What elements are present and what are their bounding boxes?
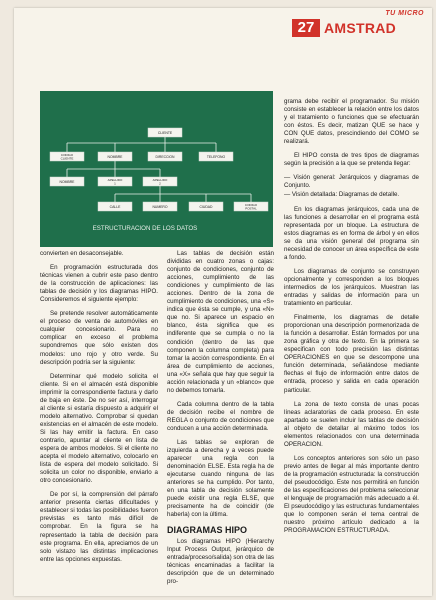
diagram-box [98,177,132,186]
diagram-box-label: POSTAL [245,206,257,211]
paragraph: Las tablas de decisión están divididas en cuatro zonas o cajas: conjunto de condiciones, conjunto de acciones, cumplimiento de las condiciones y cumplimiento de las acciones. Dentro de la zona de cumplimiento de condiciones, una «S» indica que ésta se cumple, y una «N» que no. Si aparece un espacio en blanco, ésta significa que es indiferente que se cumpla o no la condición (dentro de las que componen la columna completa) para tomar la acción correspondiente. En el área de cumplimiento de acciones, una «X» señala que hay que seguir la acción relacionada y un «blanco» que no debemos tomarla. [167,250,274,394]
diagram-box-label: APELLIDO [152,177,168,182]
paragraph: convierten en desaconsejable. [40,250,124,257]
magazine-page [14,8,432,596]
diagram-box-label: CODIGO [244,202,258,207]
diagram-box [98,202,132,211]
section-heading: DIAGRAMAS HIPO [167,524,248,535]
diagram-box [234,202,268,211]
page-number: 27 [292,19,320,37]
diagram-box-label: CLIENTE [157,131,173,135]
diagram-box-label: DIRECCION [155,155,175,159]
paragraph: De por sí, la comprensión del párrafo anterior presenta ciertas dificultades y establecer si todas las posibilidades fueron previstas es tanto más difícil de comprobar. En la figura se ha representado la tabla de decisión para este programa. En ella, apreciamos de un solo vistazo las distintas implicaciones entre las opciones expuestas. [40,491,158,563]
magazine-name: AMSTRAD [324,20,397,36]
diagram-svg [40,91,273,247]
paragraph: Cada columna dentro de la tabla de decisión recibe el nombre de REGLA o conjunto de condiciones que conducen a una acción determinada. [167,400,274,432]
diagram-box [189,202,223,211]
list-item: — Visión detallada: Diagramas de detalle. [284,191,400,199]
page-header [284,10,424,40]
paragraph: La zona de texto consta de unas pocas líneas aclaratorias de cada proceso. En este apartado se suelen incluir las tablas de decisión al objeto de detallar al máximo todos los elementos relacionados con una determinada OPERACION. [284,400,419,448]
paragraph: Los conceptos anteriores son sólo un paso previo antes de llegar al más importante dentro de la programación estructurada: la construcción del pseudocódigo. Este nos permitirá en función de las especificaciones del problema seleccionar el lenguaje de programación más adecuado a él. El pseudocódigo y las estructuras fundamentales que lo componen serán el tema central de nuestro próximo artículo dedicado a la PROGRAMACION ESTRUCTURADA. [284,454,419,535]
paragraph: Las tablas se exploran de izquierda a derecha y a veces puede aparecer una regla con la denominación ELSE. Esta regla ha de ejecutarse cuando ninguna de las anteriores se ha cumplido. Por tanto, en una tabla de decisión solamente puede existir una regla ELSE, que precisamente ha de coincidir (de haberla) con la última. [167,439,274,519]
connector-lines [67,136,251,202]
diagram-box [98,152,132,161]
paragraph: Los diagramas de conjunto se construyen opcionalmente y corresponden a los bloques intermedios de los jerárquicos. Muestran las entradas y salidas de información para un tratamiento en particular. [284,267,419,308]
diagram-box [143,202,177,211]
list-item: — Visión general: Jerárquicos y diagramas de Conjunto. [284,174,419,190]
diagram-box-label: APELLIDO [107,177,123,182]
diagram-box [50,177,84,186]
paragraph: Finalmente, los diagramas de detalle proporcionan una descripción pormenorizada de la función a desarrollar. Están formados por una zona gráfica y otra de texto. En la primera se especifican con todo precisión las distintas OPERACIONES en que se descompone una función determinada, señalándose mediante flechas el flujo de información entre datos de entrada, proceso y salida en cada operación particular. [284,314,419,394]
diagram-box [148,152,182,161]
paragraph: Los diagramas HIPO (Hierarchy Input Process Output, jerárquico de entrada/proceso/salida) son otra de las técnicas encaminadas a facilitar la descripción que de un determinado pro- [167,537,274,585]
paragraph: El HIPO consta de tres tipos de diagramas según la precisión a la que se pretenda llegar: [284,152,419,168]
diagram-box [50,152,84,161]
paragraph: En los diagramas jerárquicos, cada una de las funciones a desarrollar en el programa está representada por un bloque. La estructura de estos diagramas es en forma de árbol y en ellos se da una visión general del programa sin necesidad de conocer un área específica de este a fondo. [284,205,419,261]
section-brand: TU MICRO [385,10,424,17]
diagram-box [143,177,177,186]
paragraph: En programación estructurada dos técnicas vienen a cubrir este paso dentro de la construcción de aplicaciones: las tablas de decisión y los diagramas HIPO. Consideremos el siguiente ejemplo: [40,264,158,304]
diagram-box-label: CODIGO [60,152,74,157]
diagram-box-label: TELEFONO [206,155,226,159]
column-3 [284,98,419,541]
diagram-box-label: CALLE [109,205,121,209]
diagram-box [148,128,182,137]
diagram-box-label: NUMERO [152,205,168,209]
data-structure-diagram [40,91,273,247]
diagram-box-label: CLIENTE [60,156,74,161]
paragraph: Determinar qué modelo solicita el cliente. Si en el almacén está disponible imprimir la correspondiente factura y darlo de baja en éste. De no ser así, interrogar al cliente si estaría dispuesto a adquirir el modelo alternativo. Comprobar si quedan existencias en el almacén de este modelo. Si las hay emitir la factura. En caso contrario, apuntar al cliente en lista de espera de ambos modelos. Si el cliente no acepta el modelo alternativo, colocarlo en lista de espera del modelo solicitado. Si solicita un color no disponible, enviarlo a otro concesionario. [40,372,158,485]
paragraph: Se pretende resolver automáticamente el proceso de venta de automóviles en cualquier concesionario. Para no complicar en exceso el problema supondremos que sólo existen dos modelos: uno rojo y otro verde. Su descripción podría ser la siguiente: [40,310,158,366]
column-1 [40,250,158,570]
diagram-box-label: 2 [159,181,161,186]
diagram-caption: ESTRUCTURACION DE LOS DATOS [92,225,198,232]
diagram-box-label: NOMBRE [59,180,75,184]
diagram-box-label: 1 [114,181,116,186]
diagram-box-label: NOMBRE [107,155,123,159]
paragraph: grama debe recibir el programador. Su misión consiste en establecer la relación entre los datos y el tratamiento o funciones que se efectuarán con éstos. Es decir, matizan QUE se hace y CON QUE datos, prescindiendo del COMO se realizará. [284,98,419,146]
diagram-box-label: CIUDAD [199,205,213,209]
diagram-box [199,152,233,161]
column-2 [167,250,274,592]
